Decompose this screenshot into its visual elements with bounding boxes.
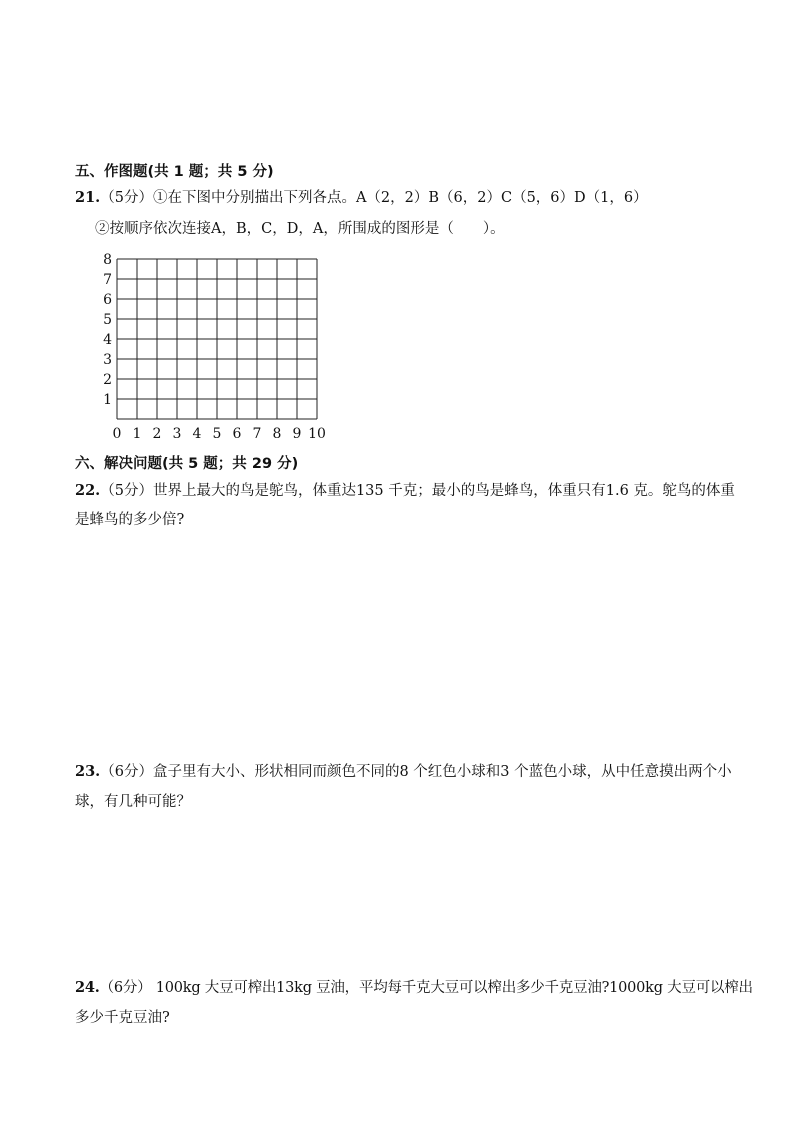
- question-24-line-2: 多少千克豆油?: [75, 1010, 170, 1026]
- y-axis-label: 1: [103, 392, 112, 408]
- y-axis-label: 3: [103, 352, 112, 368]
- y-axis-label: 5: [103, 312, 112, 328]
- section-5-title: 五、作图题(共 1 题；共 5 分): [75, 164, 274, 180]
- x-axis-label: 0: [112, 426, 122, 442]
- x-axis-label: 2: [152, 426, 162, 442]
- x-axis-label: 7: [252, 426, 262, 442]
- x-axis-label: 1: [132, 426, 142, 442]
- question-24-text-1: （6分） 100kg 大豆可榨出13kg 豆油，平均每千克大豆可以榨出多少千克豆油?1000kg 大豆可以榨出: [99, 980, 753, 996]
- x-axis-label: 10: [308, 426, 326, 442]
- section-6-title: 六、解决问题(共 5 题；共 29 分): [75, 456, 299, 472]
- question-22-number: 22.: [75, 482, 101, 499]
- x-axis-label: 4: [192, 426, 202, 442]
- x-axis-label: 8: [272, 426, 282, 442]
- x-axis-label: 5: [212, 426, 222, 442]
- question-22-line-2: 是蜂鸟的多少倍?: [75, 512, 185, 528]
- y-axis-label: 6: [103, 292, 112, 308]
- y-axis-label: 7: [103, 272, 112, 288]
- y-axis-label: 2: [103, 372, 112, 388]
- question-21-number: 21.: [75, 189, 101, 206]
- y-axis-label: 8: [103, 252, 112, 268]
- question-24-line-1: [75, 976, 753, 997]
- question-23-line-2: 球，有几种可能？: [75, 794, 191, 810]
- question-24-number: 24.: [75, 979, 100, 996]
- x-axis-label: 9: [292, 426, 302, 442]
- question-22-text-1: （5分）世界上最大的鸟是鸵鸟，体重达135 千克；最小的鸟是蜂鸟，体重只有1.6 克。鸵鸟的体重: [100, 483, 735, 499]
- question-23-number: 23.: [75, 763, 101, 780]
- y-axis-label: 4: [103, 332, 112, 348]
- question-21-text-1: （5分）①在下图中分别描出下列各点。A（2，2）B（6，2）C（5，6）D（1，6）: [100, 190, 648, 206]
- question-21-line-1: [75, 186, 648, 207]
- question-23-text-1: （6分）盒子里有大小、形状相同而颜色不同的8 个红色小球和3 个蓝色小球，从中任意摸出两个小: [100, 764, 732, 780]
- coordinate-grid: [95, 252, 340, 442]
- question-22-line-1: [75, 479, 735, 500]
- x-axis-label: 3: [172, 426, 182, 442]
- question-21-line-2: ②按顺序依次连接A，B，C，D，A，所围成的图形是（ ）。: [95, 221, 505, 237]
- question-23-line-1: [75, 760, 732, 781]
- x-axis-label: 6: [232, 426, 242, 442]
